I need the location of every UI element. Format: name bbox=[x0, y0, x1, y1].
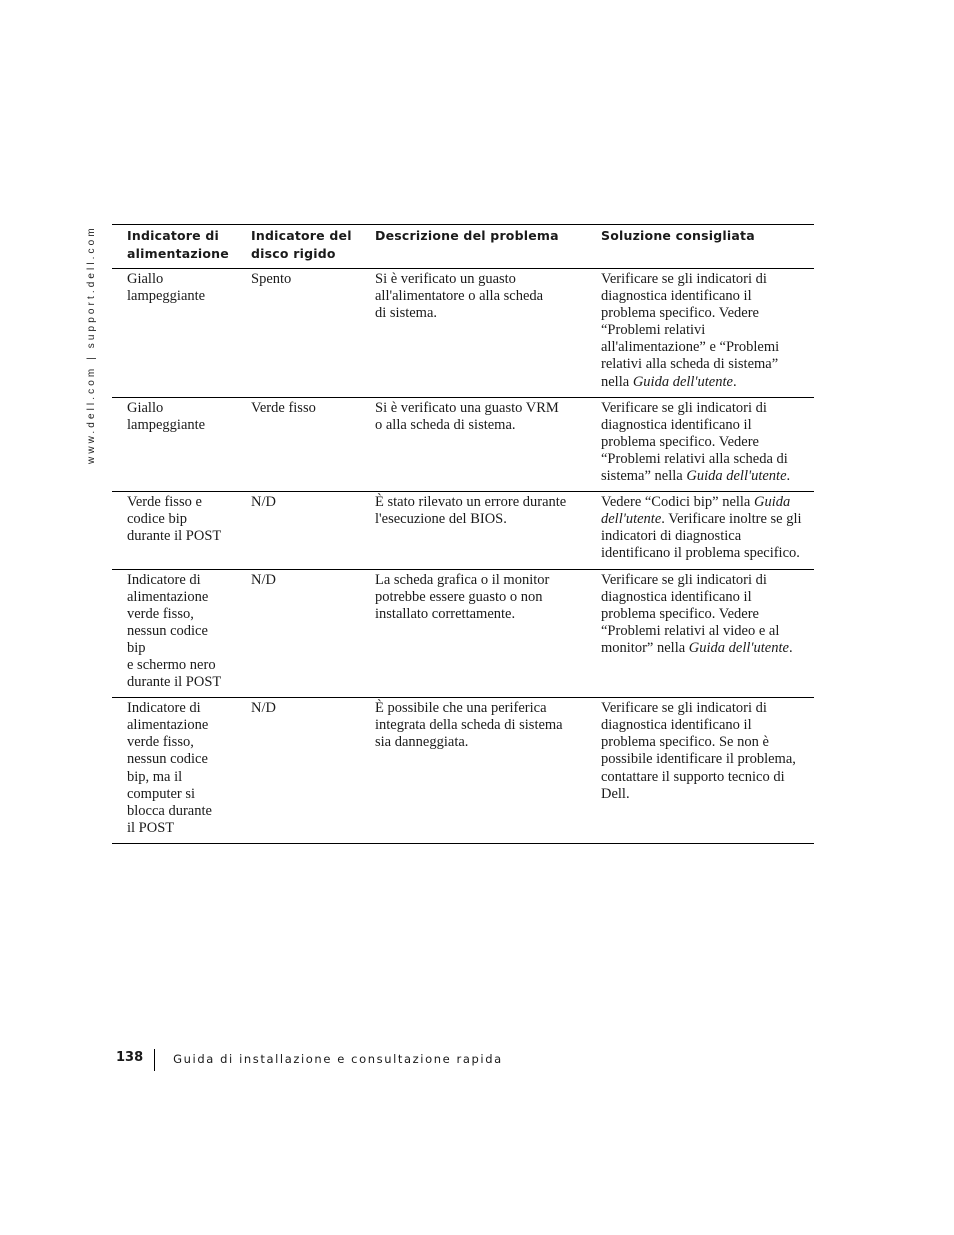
suggested-solution-cell bbox=[587, 397, 814, 491]
power-indicator-cell-line: durante il POST bbox=[127, 674, 222, 691]
disk-indicator-cell-line: Verde fisso bbox=[251, 399, 316, 416]
problem-description-cell-line: l'esecuzione del BIOS. bbox=[375, 511, 507, 528]
power-indicator-cell-line: alimentazione bbox=[127, 717, 209, 734]
problem-description-cell bbox=[360, 569, 587, 698]
power-indicator-cell-line: Giallo bbox=[127, 399, 164, 416]
power-indicator-cell-line: alimentazione bbox=[127, 588, 209, 605]
solution-text: . bbox=[788, 639, 793, 656]
footer-divider bbox=[154, 1049, 155, 1071]
problem-description-cell-line: È possibile che una periferica bbox=[375, 700, 547, 717]
solution-text: . Verificare inoltre se gli indicatori di diagnostica identificano il problema specifico. bbox=[601, 511, 802, 562]
power-indicator-cell-line: e schermo nero bbox=[127, 656, 216, 673]
power-indicator-cell bbox=[112, 492, 236, 569]
disk-indicator-cell-line: N/D bbox=[251, 571, 276, 588]
table-row bbox=[112, 492, 814, 569]
solution-text: Verificare se gli indicatori di diagnostica identificano il problema specifico. Vedere “Problemi relativi all'alimentazione” e “Problemi relativi alla scheda di sistema” nella bbox=[601, 271, 780, 390]
user-guide-reference: Guida dell'utente bbox=[601, 494, 791, 528]
header-line: Indicatore di bbox=[127, 228, 220, 243]
power-indicator-cell-line: nessun codice bbox=[127, 751, 208, 768]
table-header-row bbox=[112, 225, 814, 269]
disk-indicator-cell bbox=[236, 269, 360, 398]
power-indicator-cell-line: blocca durante bbox=[127, 802, 212, 819]
suggested-solution-cell bbox=[587, 698, 814, 844]
problem-description-cell-line: La scheda grafica o il monitor bbox=[375, 571, 550, 588]
power-indicator-cell-line: Giallo bbox=[127, 271, 164, 287]
page-footer bbox=[116, 1049, 503, 1073]
power-indicator-cell-line: Verde fisso e bbox=[127, 494, 202, 511]
disk-indicator-cell-line: Spento bbox=[251, 271, 292, 287]
problem-description-cell-line: potrebbe essere guasto o non bbox=[375, 588, 543, 605]
problem-description-cell-line: Si è verificato un guasto bbox=[375, 271, 516, 287]
header-disk-indicator bbox=[236, 225, 360, 269]
user-guide-reference: Guida dell'utente bbox=[632, 373, 733, 390]
header-line: Descrizione del problema bbox=[375, 228, 559, 243]
power-indicator-cell-line: Indicatore di bbox=[127, 700, 201, 717]
power-indicator-cell-line: computer si bbox=[127, 785, 196, 802]
disk-indicator-cell bbox=[236, 492, 360, 569]
power-indicator-cell-line: bip, ma il bbox=[127, 768, 183, 785]
header-problem-description bbox=[360, 225, 587, 269]
power-indicator-cell bbox=[112, 569, 236, 698]
power-indicator-cell-line: lampeggiante bbox=[127, 288, 206, 305]
problem-description-cell bbox=[360, 269, 587, 398]
page-number: 138 bbox=[116, 1050, 144, 1065]
power-indicator-cell bbox=[112, 397, 236, 491]
table-row bbox=[112, 397, 814, 491]
problem-description-cell-line: È stato rilevato un errore durante bbox=[375, 494, 567, 511]
solution-text: Verificare se gli indicatori di diagnostica identificano il problema specifico. Vedere “Problemi relativi al video e al monitor” nella bbox=[601, 571, 780, 656]
problem-description-cell-line: integrata della scheda di sistema bbox=[375, 717, 563, 734]
power-indicator-cell-line: lampeggiante bbox=[127, 416, 206, 433]
diagnostic-table bbox=[112, 224, 814, 844]
disk-indicator-cell bbox=[236, 698, 360, 844]
problem-description-cell-line: installato correttamente. bbox=[375, 605, 516, 622]
solution-text: . bbox=[732, 373, 737, 390]
power-indicator-cell bbox=[112, 698, 236, 844]
disk-indicator-cell-line: N/D bbox=[251, 494, 276, 511]
solution-text: Verificare se gli indicatori di diagnostica identificano il problema specifico. Se non è possibile identificare il problema, contattare il supporto tecnico di Dell. bbox=[601, 700, 796, 802]
header-line: Indicatore del bbox=[251, 228, 352, 243]
problem-description-cell-line: Si è verificato una guasto VRM bbox=[375, 399, 559, 416]
power-indicator-cell-line: il POST bbox=[127, 819, 175, 836]
table-row bbox=[112, 269, 814, 398]
solution-text: . bbox=[786, 468, 791, 485]
disk-indicator-cell-line: N/D bbox=[251, 700, 276, 717]
problem-description-cell bbox=[360, 698, 587, 844]
solution-text: Verificare se gli indicatori di diagnostica identificano il problema specifico. Vedere “Problemi relativi alla scheda di sistema” nella bbox=[601, 399, 788, 485]
power-indicator-cell-line: durante il POST bbox=[127, 528, 222, 545]
suggested-solution-cell bbox=[587, 492, 814, 569]
solution-text: Vedere “Codici bip” nella bbox=[601, 494, 754, 511]
header-line: alimentazione bbox=[127, 246, 229, 261]
header-line: disco rigido bbox=[251, 246, 336, 261]
problem-description-cell bbox=[360, 492, 587, 569]
header-suggested-solution bbox=[587, 225, 814, 269]
user-guide-reference: Guida dell'utente bbox=[686, 468, 787, 485]
suggested-solution-cell bbox=[587, 269, 814, 398]
table-row bbox=[112, 698, 814, 844]
power-indicator-cell-line: verde fisso, bbox=[127, 605, 194, 622]
disk-indicator-cell bbox=[236, 569, 360, 698]
disk-indicator-cell bbox=[236, 397, 360, 491]
suggested-solution-cell bbox=[587, 569, 814, 698]
user-guide-reference: Guida dell'utente bbox=[688, 639, 789, 656]
footer-title: Guida di installazione e consultazione rapida bbox=[173, 1052, 503, 1066]
problem-description-cell-line: di sistema. bbox=[375, 305, 438, 322]
problem-description-cell bbox=[360, 397, 587, 491]
power-indicator-cell bbox=[112, 269, 236, 398]
table-row bbox=[112, 569, 814, 698]
problem-description-cell-line: sia danneggiata. bbox=[375, 734, 469, 751]
power-indicator-cell-line: nessun codice bip bbox=[127, 622, 208, 656]
side-url: www.dell.com | support.dell.com bbox=[86, 225, 97, 464]
header-line: Soluzione consigliata bbox=[601, 228, 755, 243]
problem-description-cell-line: all'alimentatore o alla scheda bbox=[375, 288, 544, 305]
header-power-indicator bbox=[112, 225, 236, 269]
problem-description-cell-line: o alla scheda di sistema. bbox=[375, 416, 516, 433]
power-indicator-cell-line: Indicatore di bbox=[127, 571, 201, 588]
power-indicator-cell-line: verde fisso, bbox=[127, 734, 194, 751]
power-indicator-cell-line: codice bip bbox=[127, 511, 187, 528]
